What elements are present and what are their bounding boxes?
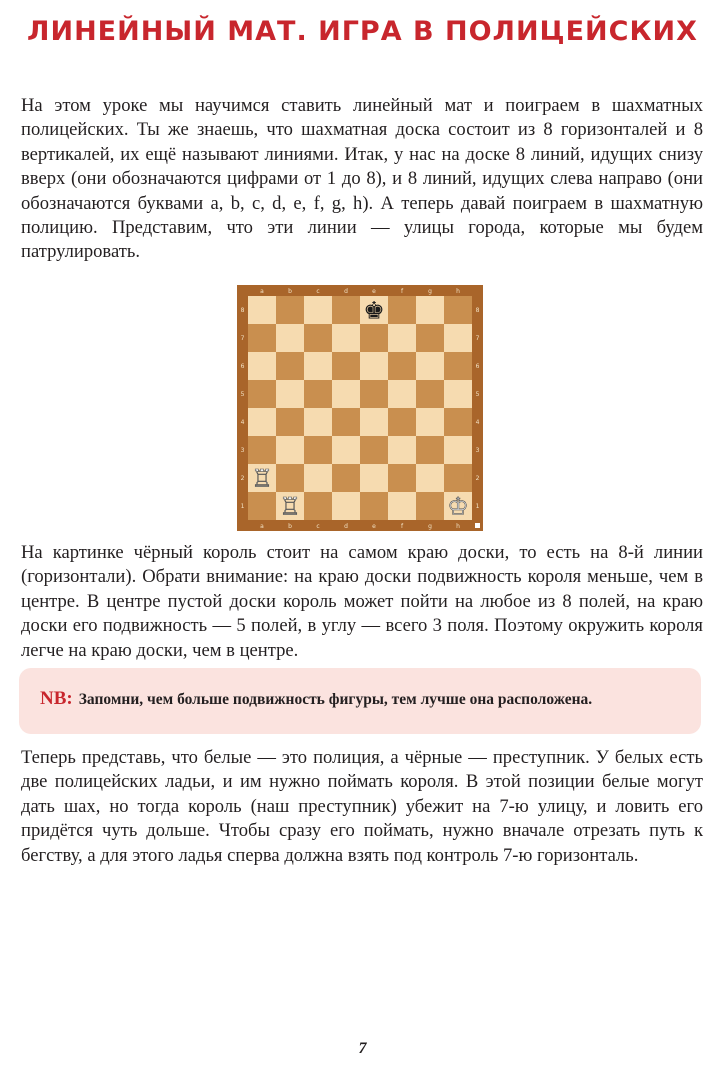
square-d7 xyxy=(332,324,360,352)
nb-label: NB: xyxy=(40,688,73,709)
square-a5 xyxy=(248,380,276,408)
square-f8 xyxy=(388,296,416,324)
square-e2 xyxy=(360,464,388,492)
rank-label-right: 4 xyxy=(475,419,480,426)
square-b7 xyxy=(276,324,304,352)
page-number: 7 xyxy=(358,1040,367,1057)
square-h8 xyxy=(444,296,472,324)
square-d1 xyxy=(332,492,360,520)
square-f2 xyxy=(388,464,416,492)
black-king-icon: ♚ xyxy=(363,296,385,325)
square-b2 xyxy=(276,464,304,492)
intro-paragraph: На этом уроке мы научимся ставить линейный мат и поиграем в шахматных полицейских. Ты же знаешь, что шахматная доска состоит из 8 горизонталей и 8 вертикалей, их ещё называют линиями. Итак, у нас на доске 8 линий, идущих снизу вверх (они обозначаются цифрами от 1 до 8), и 8 линий, идущих слева направо (они обозначаются буквами a, b, c, d, e, f, g, h). А теперь давай поиграем в шахматную полицию. Представим, что эти линии — улицы города, которые мы будем патрулировать. xyxy=(21,95,703,263)
square-b3 xyxy=(276,436,304,464)
rank-label-left: 5 xyxy=(240,391,245,398)
square-d3 xyxy=(332,436,360,464)
square-h6 xyxy=(444,352,472,380)
square-a1 xyxy=(248,492,276,520)
square-e7 xyxy=(360,324,388,352)
square-c5 xyxy=(304,380,332,408)
square-a6 xyxy=(248,352,276,380)
square-f6 xyxy=(388,352,416,380)
square-c3 xyxy=(304,436,332,464)
square-h5 xyxy=(444,380,472,408)
file-label-top: g xyxy=(428,288,432,295)
square-e4 xyxy=(360,408,388,436)
file-label-top: d xyxy=(344,288,348,295)
square-g3 xyxy=(416,436,444,464)
square-c1 xyxy=(304,492,332,520)
square-c7 xyxy=(304,324,332,352)
square-h7 xyxy=(444,324,472,352)
game-paragraph: Теперь представь, что белые — это полиция, а чёрные — преступник. У белых есть две полицейских ладьи, и им нужно поймать короля. В этой позиции белые могут дать шах, но тогда король (наш преступник) убежит на 7-ю улицу, и ловить его придётся чуть дольше. Чтобы сразу его поймать, нужно вначале отрезать путь к бегству, а для этого ладья сперва должна взять под контроль 7-ю горизонталь. xyxy=(21,747,703,866)
file-label-bottom: a xyxy=(260,523,264,530)
square-c8 xyxy=(304,296,332,324)
square-b8 xyxy=(276,296,304,324)
file-label-top: h xyxy=(456,288,460,295)
rank-label-left: 4 xyxy=(240,419,245,426)
page-title: ЛИНЕЙНЫЙ МАТ. ИГРА В ПОЛИЦЕЙСКИХ xyxy=(27,16,698,47)
square-f4 xyxy=(388,408,416,436)
square-c6 xyxy=(304,352,332,380)
file-label-top: a xyxy=(260,288,264,295)
square-g5 xyxy=(416,380,444,408)
side-marker xyxy=(475,523,480,528)
square-b5 xyxy=(276,380,304,408)
square-d8 xyxy=(332,296,360,324)
white-king-icon: ♔ xyxy=(447,492,469,521)
square-f3 xyxy=(388,436,416,464)
rank-label-left: 6 xyxy=(240,363,245,370)
square-g1 xyxy=(416,492,444,520)
square-g6 xyxy=(416,352,444,380)
white-rook-icon: ♖ xyxy=(279,492,301,521)
rank-label-right: 6 xyxy=(475,363,480,370)
file-label-bottom: g xyxy=(428,523,432,530)
square-b6 xyxy=(276,352,304,380)
file-label-bottom: h xyxy=(456,523,460,530)
file-label-top: f xyxy=(400,288,404,295)
square-a4 xyxy=(248,408,276,436)
file-label-bottom: f xyxy=(400,523,404,530)
square-g4 xyxy=(416,408,444,436)
square-f5 xyxy=(388,380,416,408)
square-g8 xyxy=(416,296,444,324)
rank-label-right: 3 xyxy=(475,447,480,454)
square-a8 xyxy=(248,296,276,324)
square-g7 xyxy=(416,324,444,352)
file-label-bottom: c xyxy=(316,523,320,530)
rank-label-right: 8 xyxy=(475,307,480,314)
square-d5 xyxy=(332,380,360,408)
square-h4 xyxy=(444,408,472,436)
chess-board xyxy=(237,285,483,531)
nb-text: Запомни, чем больше подвижность фигуры, тем лучше она расположена. xyxy=(78,691,593,708)
rank-label-right: 1 xyxy=(475,503,480,510)
white-rook-icon: ♖ xyxy=(251,464,273,493)
file-label-top: c xyxy=(316,288,320,295)
file-label-bottom: e xyxy=(372,523,376,530)
square-h3 xyxy=(444,436,472,464)
rank-label-left: 7 xyxy=(240,335,245,342)
rank-label-right: 2 xyxy=(475,475,480,482)
file-label-top: b xyxy=(288,288,292,295)
rank-label-left: 3 xyxy=(240,447,245,454)
file-label-top: e xyxy=(372,288,376,295)
square-c4 xyxy=(304,408,332,436)
rank-label-right: 5 xyxy=(475,391,480,398)
rank-label-right: 7 xyxy=(475,335,480,342)
rank-label-left: 2 xyxy=(240,475,245,482)
square-e6 xyxy=(360,352,388,380)
square-h2 xyxy=(444,464,472,492)
square-d6 xyxy=(332,352,360,380)
square-e3 xyxy=(360,436,388,464)
explanation-paragraph: На картинке чёрный король стоит на самом краю доски, то есть на 8-й линии (горизонтали). Обрати внимание: на краю доски подвижность короля меньше, чем в центре. В центре пустой доски король может пойти на любое из 8 полей, на краю доски его подвижность — 5 полей, в углу — всего 3 поля. Поэтому окружить короля легче на краю доски, чем в центре. xyxy=(21,542,703,661)
square-f7 xyxy=(388,324,416,352)
square-d4 xyxy=(332,408,360,436)
square-e1 xyxy=(360,492,388,520)
square-a7 xyxy=(248,324,276,352)
nb-callout xyxy=(19,668,701,734)
file-label-bottom: d xyxy=(344,523,348,530)
square-c2 xyxy=(304,464,332,492)
file-label-bottom: b xyxy=(288,523,292,530)
square-d2 xyxy=(332,464,360,492)
square-e5 xyxy=(360,380,388,408)
square-f1 xyxy=(388,492,416,520)
square-g2 xyxy=(416,464,444,492)
square-a3 xyxy=(248,436,276,464)
square-b4 xyxy=(276,408,304,436)
rank-label-left: 8 xyxy=(240,307,245,314)
rank-label-left: 1 xyxy=(240,503,245,510)
